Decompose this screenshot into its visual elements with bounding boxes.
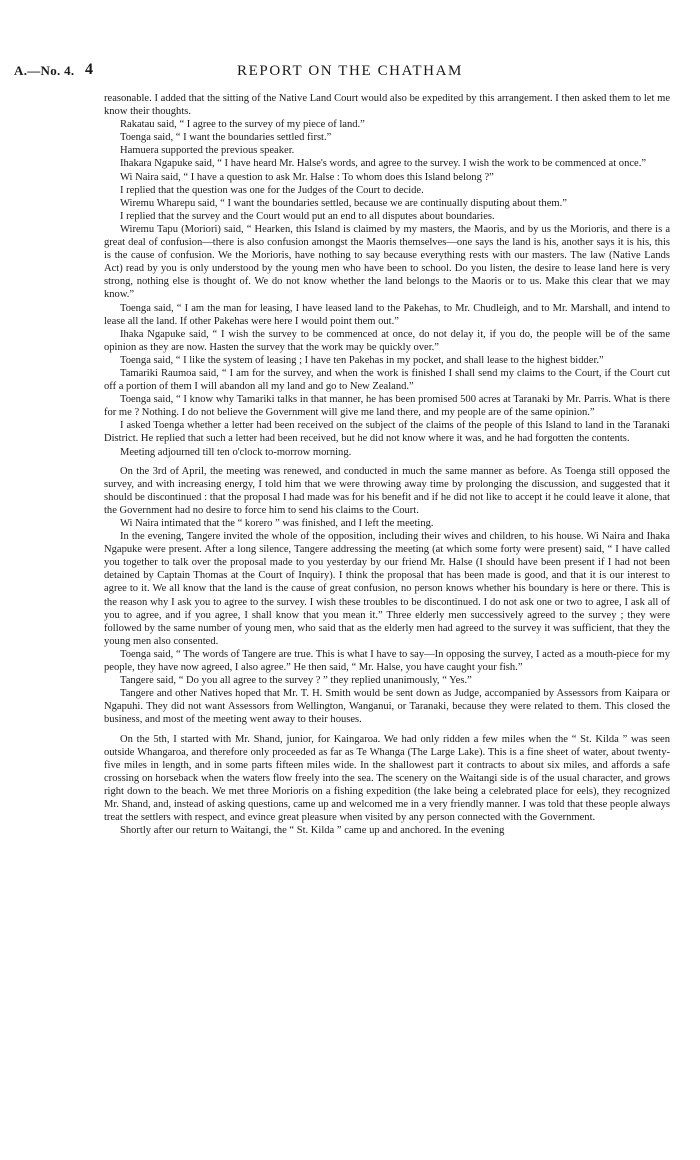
paragraph: I asked Toenga whether a letter had been received on the subject of the claims of the people of this Island to land in the Taranaki District. He replied that such a letter had been received, but he did not know where it was, and he had forgotten the contents. — [104, 420, 670, 445]
paragraph: In the evening, Tangere invited the whole of the opposition, including their wives and children, to his house. Wi Naira and Ihaka Ngapuke were present. After a long silence, Tangere addressing the meeting (at which some forty were present) said, “ I have called you together to talk over the proposal made to you yesterday by our friend Mr. Halse (I should have been present if I had not been detained by Captain Thomas at the Court of Inquiry). I think the proposal that has been made is good, and that it is our interest to agree to it. We all know that the land is the cause of great confusion, no person knows whether his boundary is here or there. This is the reason why I ask you to agree to the survey. I wish these troubles to be discontinued. I do not ask one or two to agree, I ask all of you to agree, and if you agree, I shall know that you mean it.” Three elderly men successively agreed to the survey ; they were followed by the same number of young men, who said that as the elderly men had agreed to the survey it was sufficient, that they the young men also consented. — [104, 531, 670, 647]
paragraph: Wi Naira said, “ I have a question to ask Mr. Halse : To whom does this Island belong ?” — [120, 171, 494, 183]
paragraph: Ihakara Ngapuke said, “ I have heard Mr. Halse's words, and agree to the survey. I wish the work to be commenced at once.” — [120, 158, 647, 170]
page-number: 4 — [85, 61, 93, 78]
paragraph: reasonable. I added that the sitting of the Native Land Court would also be expedited by this arrangement. I then asked them to let me know their thoughts. — [104, 93, 670, 118]
paragraph: On the 5th, I started with Mr. Shand, junior, for Kaingaroa. We had only ridden a few miles when the “ St. Kilda ” was seen outside Whangaroa, and therefore only proceeded as far as Te Whanga (The Large Lake). This is a fine sheet of water, about twenty-five miles in length, and in some parts fifteen miles wide. In the shallowest part it contracts to about six miles, and affords a safe crossing on horseback when the waters flow freely into the sea. The scenery on the Waitangi side is of the usual character, and grows right down to the beach. We met three Morioris on a fishing expedition (the lake being a celebrated place for eels), they recognized Mr. Shand, and, instead of asking questions, came up and welcomed me in a very friendly manner. I was told that these people always treat the settlers with respect, and evince great pleasure when visited by any person connected with the Government. — [104, 733, 670, 824]
paragraph: Wiremu Tapu (Moriori) said, “ Hearken, this Island is claimed by my masters, the Maoris, and by us the Morioris, and there is a great deal of confusion—there is also confusion amongst the Maoris themselves—one says the land is his, another says it is his, this is the cause of confusion. We the Morioris, have nothing to say because everything rests with our masters. The law (Native Lands Act) read by you is only understood by the young men who have been to school. Do you listen, the desire to lease land here is very strong, nothing else is thought of. We do not know whether the land belongs to the Maoris or to us. Make this clear that we may know.” — [104, 223, 670, 301]
paragraph: Wiremu Wharepu said, “ I want the boundaries settled, because we are continually disputing about them.” — [120, 197, 567, 209]
report-body — [104, 92, 670, 837]
paragraph: Rakatau said, “ I agree to the survey of my piece of land.” — [120, 119, 365, 131]
paragraph: Meeting adjourned till ten o'clock to-morrow morning. — [120, 446, 352, 458]
paragraph: Tangere said, “ Do you all agree to the survey ? ” they replied unanimously, “ Yes.” — [120, 675, 472, 687]
paragraph: Tangere and other Natives hoped that Mr. T. H. Smith would be sent down as Judge, accompanied by Assessors from Kaipara or Ngapuhi. They did not want Assessors from Wellington, Wanganui, or Taranaki, because they were related to them. This closed the business, and most of the meeting went away to their houses. — [104, 688, 670, 726]
paragraph: Wi Naira intimated that the “ korero ” was finished, and I left the meeting. — [120, 518, 434, 529]
paragraph: Shortly after our return to Waitangi, the “ St. Kilda ” came up and anchored. In the evening — [120, 825, 505, 837]
paragraph: I replied that the question was one for the Judges of the Court to decide. — [120, 184, 424, 196]
paragraph: Toenga said, “ I know why Tamariki talks in that manner, he has been promised 500 acres at Taranaki by Mr. Parris. What is there for me ? Nothing. I do not believe the Government will give me land there, and my people are of the same opinion.” — [104, 394, 670, 419]
paragraph: Toenga said, “ I want the boundaries settled first.” — [120, 132, 332, 144]
paragraph: Toenga said, “ I am the man for leasing, I have leased land to the Pakehas, to Mr. Chudleigh, and to Mr. Marshall, and intend to lease all the land. If other Pakehas were here I would point them out.” — [104, 302, 670, 327]
paragraph: On the 3rd of April, the meeting was renewed, and conducted in much the same manner as before. As Toenga still opposed the survey, and with increasing energy, I told him that we were throwing away time by prolonging the discussion, and suggested that it should be discontinued : that the proposal I had made was for his benefit and if he did not like to accept it he could leave it alone, that the Government had no desire to force him to send his claims to the Court. — [104, 465, 670, 516]
paragraph: Toenga said, “ I like the system of leasing ; I have ten Pakehas in my pocket, and shall lease to the highest bidder.” — [120, 354, 604, 366]
paragraph: Tamariki Raumoa said, “ I am for the survey, and when the work is finished I shall send my claims to the Court, if the Court cut off a portion of them I will abandon all my land and go to New Zealand.” — [104, 367, 670, 393]
page-header — [0, 63, 700, 85]
paragraph: Hamuera supported the previous speaker. — [120, 145, 295, 157]
running-title: REPORT ON THE CHATHAM — [237, 63, 463, 79]
paragraph: Toenga said, “ The words of Tangere are true. This is what I have to say—In opposing the survey, I acted as a mouth-piece for my people, they have now agreed, I also agree.” He then said, “ Mr. Halse, you have caught your fish.” — [104, 648, 670, 674]
paragraph: Ihaka Ngapuke said, “ I wish the survey to be commenced at once, do not delay it, if you do, the people will be of the same opinion as they are now. Hasten the survey that the work may be quickly over.” — [104, 328, 670, 353]
series-id: A.—No. 4. — [14, 63, 75, 78]
paragraph: I replied that the survey and the Court would put an end to all disputes about boundaries. — [120, 210, 495, 222]
